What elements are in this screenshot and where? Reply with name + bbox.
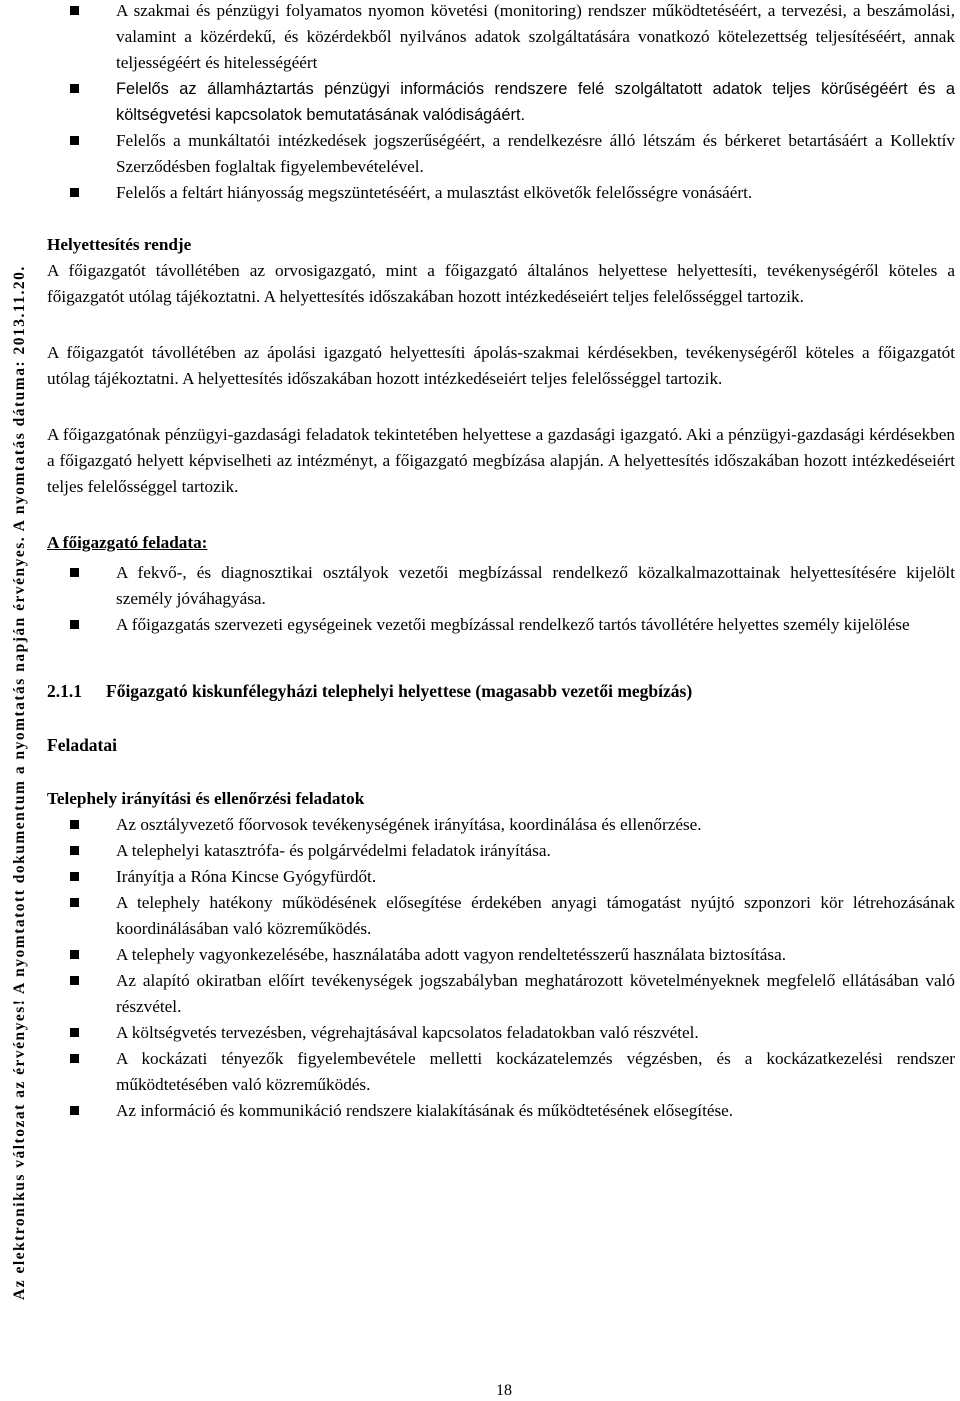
sidebar-validity-notice: Az elektronikus változat az érvényes! A nyomtatott dokumentum a nyomtatás napján érvényes. A nyomtatás dátuma: 2013.11.20. [11,265,28,1300]
substitution-paragraph-3: A főigazgatónak pénzügyi-gazdasági feladatok tekintetében helyettese a gazdasági igazgató. Aki a pénzügyi-gazdasági kérdésekben a főigazgató helyett képviselheti az intézményt, a főigazgató megbízása alapján. A helyettesítés időszakában hozott intézkedéseiért teljes felelősséggel tartozik. [47,425,955,496]
director-tasks-heading: A főigazgató feladata: [47,533,208,552]
list-item [47,128,955,180]
list-item-text: A főigazgatás szervezeti egységeinek vezetői megbízással rendelkező tartós távollétére helyettes személy kijelölése [116,615,910,634]
substitution-heading: Helyettesítés rendje [47,235,192,254]
list-item [47,612,955,638]
list-item-text: A telephely vagyonkezelésébe, használatába adott vagyon rendeltetésszerű használata biztosítása. [116,945,787,964]
list-item [47,942,955,968]
list-item-text: A telephely hatékony működésének elősegítése érdekében anyagi támogatást nyújtó szponzori kör létrehozásának koordinálásában való közreműködés. [116,893,955,938]
list-item-text: A fekvő-, és diagnosztikai osztályok vezetői megbízással rendelkező közalkalmazottainak helyettesítésére kijelölt személy jóváhagyása. [116,563,955,608]
square-bullet-icon [70,1054,79,1063]
list-item-text: Felelős az államháztartás pénzügyi információs rendszere felé szolgáltatott adatok teljes körűségéért és a költségvetési kapcsolatok bemutatásának valódiságáért. [116,80,955,124]
list-item-text: Felelős a feltárt hiányosság megszüntetéséért, a mulasztást elkövetők felelősségre vonásáért. [116,183,753,202]
section-heading [47,678,955,704]
square-bullet-icon [70,6,79,15]
document-page [47,0,955,1124]
square-bullet-icon [70,84,79,93]
list-item [47,180,955,206]
list-item-text: A szakmai és pénzügyi folyamatos nyomon követési (monitoring) rendszer működtetéséért, a tervezési, a beszámolási, valamint a közérdekű, és közérdekből nyilvános adatok szolgáltatására vonatkozó kötelezettség teljesítéséért, annak teljességéért és hitelességéért [116,1,955,72]
list-item [47,864,955,890]
substitution-paragraph-2: A főigazgatót távollétében az ápolási igazgató helyettesíti ápolás-szakmai kérdésekben, tevékenységéről köteles a főigazgatót utólag tájékoztatni. A helyettesítés időszakában hozott intézkedéseiért teljes felelősséggel tartozik. [47,343,955,388]
list-item-text: A kockázati tényezők figyelembevétele melletti kockázatelemzés végzésben, és a kockázatkezelési rendszer működtetésében való közreműködés. [116,1049,955,1094]
square-bullet-icon [70,620,79,629]
section-title: Főigazgató kiskunfélegyházi telephelyi helyettese (magasabb vezetői megbízás) [106,681,693,701]
square-bullet-icon [70,872,79,881]
list-item-text: Az osztályvezető főorvosok tevékenységének irányítása, koordinálása és ellenőrzése. [116,815,702,834]
square-bullet-icon [70,1106,79,1115]
list-item [47,1020,955,1046]
list-item [47,76,955,128]
page-number: 18 [496,1382,512,1399]
director-tasks-list [47,560,955,638]
list-item-text: Felelős a munkáltatói intézkedések jogszerűségéért, a rendelkezésre álló létszám és bérkeret betartásáért a Kollektív Szerződésben foglaltak figyelembevételével. [116,131,955,176]
list-item [47,838,955,864]
square-bullet-icon [70,950,79,959]
substitution-paragraph-1: A főigazgatót távollétében az orvosigazgató, mint a főigazgató általános helyettese helyettesíti, tevékenységéről köteles a főigazgatót utólag tájékoztatni. A helyettesítés időszakában hozott intézkedéseiért teljes felelősséggel tartozik. [47,261,955,306]
square-bullet-icon [70,846,79,855]
list-item-text: A telephelyi katasztrófa- és polgárvédelmi feladatok irányítása. [116,841,551,860]
list-item [47,1098,955,1124]
list-item-text: Irányítja a Róna Kincse Gyógyfürdőt. [116,867,377,886]
list-item-text: A költségvetés tervezésben, végrehajtásával kapcsolatos feladatokban való részvétel. [116,1023,699,1042]
list-item [47,890,955,942]
list-item-text: Az információ és kommunikáció rendszere kialakításának és működtetésének elősegítése. [116,1101,734,1120]
list-item [47,1046,955,1098]
section-number: 2.1.1 [47,681,82,701]
list-item-text: Az alapító okiratban előírt tevékenységek jogszabályban meghatározott követelményeknek megfelelő ellátásában való részvétel. [116,971,955,1016]
section-tasks-label: Feladatai [47,735,117,755]
list-item [47,968,955,1020]
square-bullet-icon [70,898,79,907]
square-bullet-icon [70,568,79,577]
square-bullet-icon [70,1028,79,1037]
square-bullet-icon [70,976,79,985]
section-subheading: Telephely irányítási és ellenőrzési feladatok [47,789,365,808]
list-item [47,0,955,76]
square-bullet-icon [70,136,79,145]
list-item [47,560,955,612]
top-bullet-list [47,0,955,206]
square-bullet-icon [70,188,79,197]
square-bullet-icon [70,820,79,829]
list-item [47,812,955,838]
section-task-list [47,812,955,1124]
